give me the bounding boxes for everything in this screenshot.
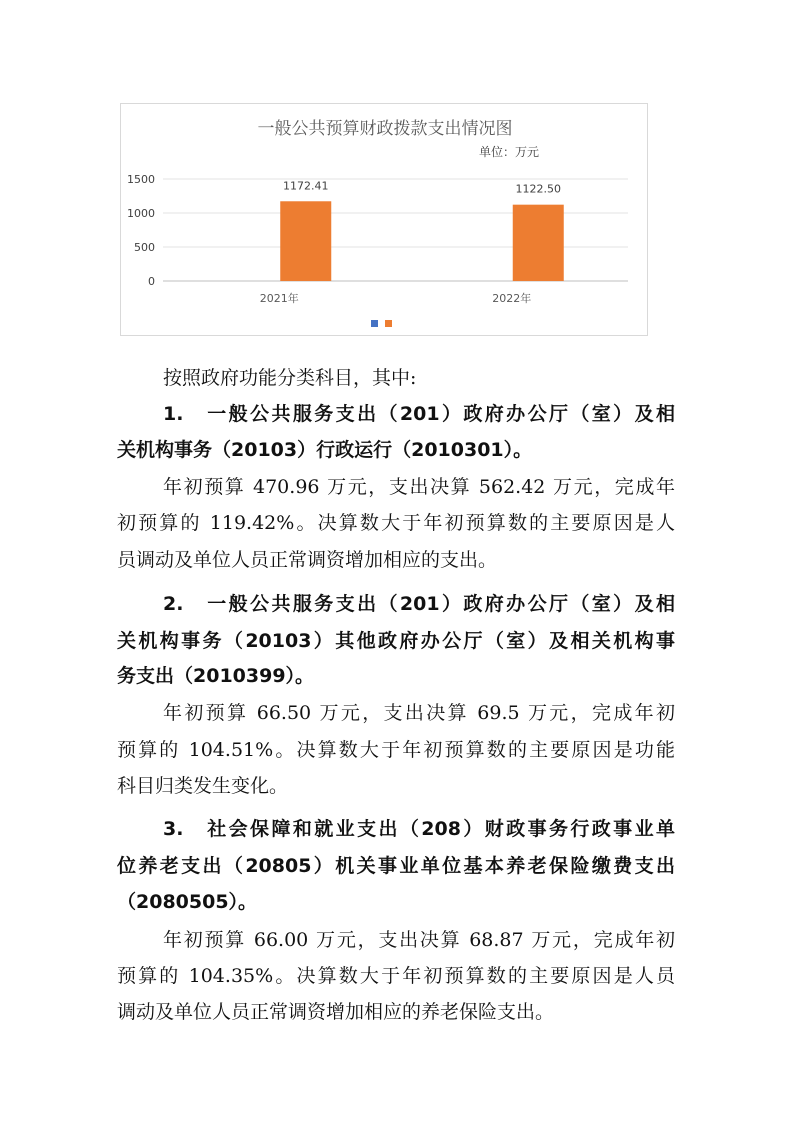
text-line: 2. 一般公共服务支出（201）政府办公厅（室）及相 [163, 593, 675, 615]
y-tick-label: 0 [148, 275, 155, 288]
text-line: 3. 社会保障和就业支出（208）财政事务行政事业单 [163, 818, 675, 840]
text-line: 务支出（2010399）。 [117, 665, 315, 687]
text-line: 调动及单位人员正常调资增加相应的养老保险支出。 [117, 1001, 555, 1023]
x-tick-label: 2021年 [259, 292, 299, 305]
text-line: 员调动及单位人员正常调资增加相应的支出。 [117, 549, 498, 571]
text-line: （2080505）。 [117, 891, 258, 913]
x-tick-label: 2022年 [492, 292, 532, 305]
text-line: 初预算的 119.42%。决算数大于年初预算数的主要原因是人 [117, 512, 675, 534]
text-line: 位养老支出（20805）机关事业单位基本养老保险缴费支出 [117, 855, 675, 877]
y-tick-label: 1000 [127, 207, 155, 220]
data-label: 1172.41 [283, 179, 329, 193]
text-line: 年初预算 66.50 万元，支出决算 69.5 万元，完成年初 [163, 702, 675, 724]
text-line: 关机构事务（20103）其他政府办公厅（室）及相关机构事 [117, 630, 675, 652]
bar-chart [120, 103, 648, 336]
y-tick-label: 1500 [127, 173, 155, 186]
text-line: 科目归类发生变化。 [117, 775, 289, 797]
legend-swatch-series-2 [385, 320, 392, 327]
chart-unit: 单位：万元 [478, 145, 539, 159]
bar [280, 201, 331, 281]
text-line: 预算的 104.35%。决算数大于年初预算数的主要原因是人员 [117, 965, 675, 987]
text-line: 按照政府功能分类科目，其中: [163, 367, 417, 389]
y-tick-label: 500 [134, 241, 155, 254]
text-line: 1. 一般公共服务支出（201）政府办公厅（室）及相 [163, 403, 675, 425]
text-line: 年初预算 470.96 万元，支出决算 562.42 万元，完成年 [163, 476, 675, 498]
bar [513, 205, 564, 281]
data-label: 1122.50 [515, 182, 561, 196]
chart-title: 一般公共预算财政拨款支出情况图 [257, 119, 513, 139]
chart-canvas [121, 104, 649, 337]
text-line: 年初预算 66.00 万元，支出决算 68.87 万元，完成年初 [163, 929, 675, 951]
legend-swatch-series-1 [371, 320, 378, 327]
text-line: 预算的 104.51%。决算数大于年初预算数的主要原因是功能 [117, 739, 675, 761]
text-line: 关机构事务（20103）行政运行（2010301）。 [117, 439, 533, 461]
